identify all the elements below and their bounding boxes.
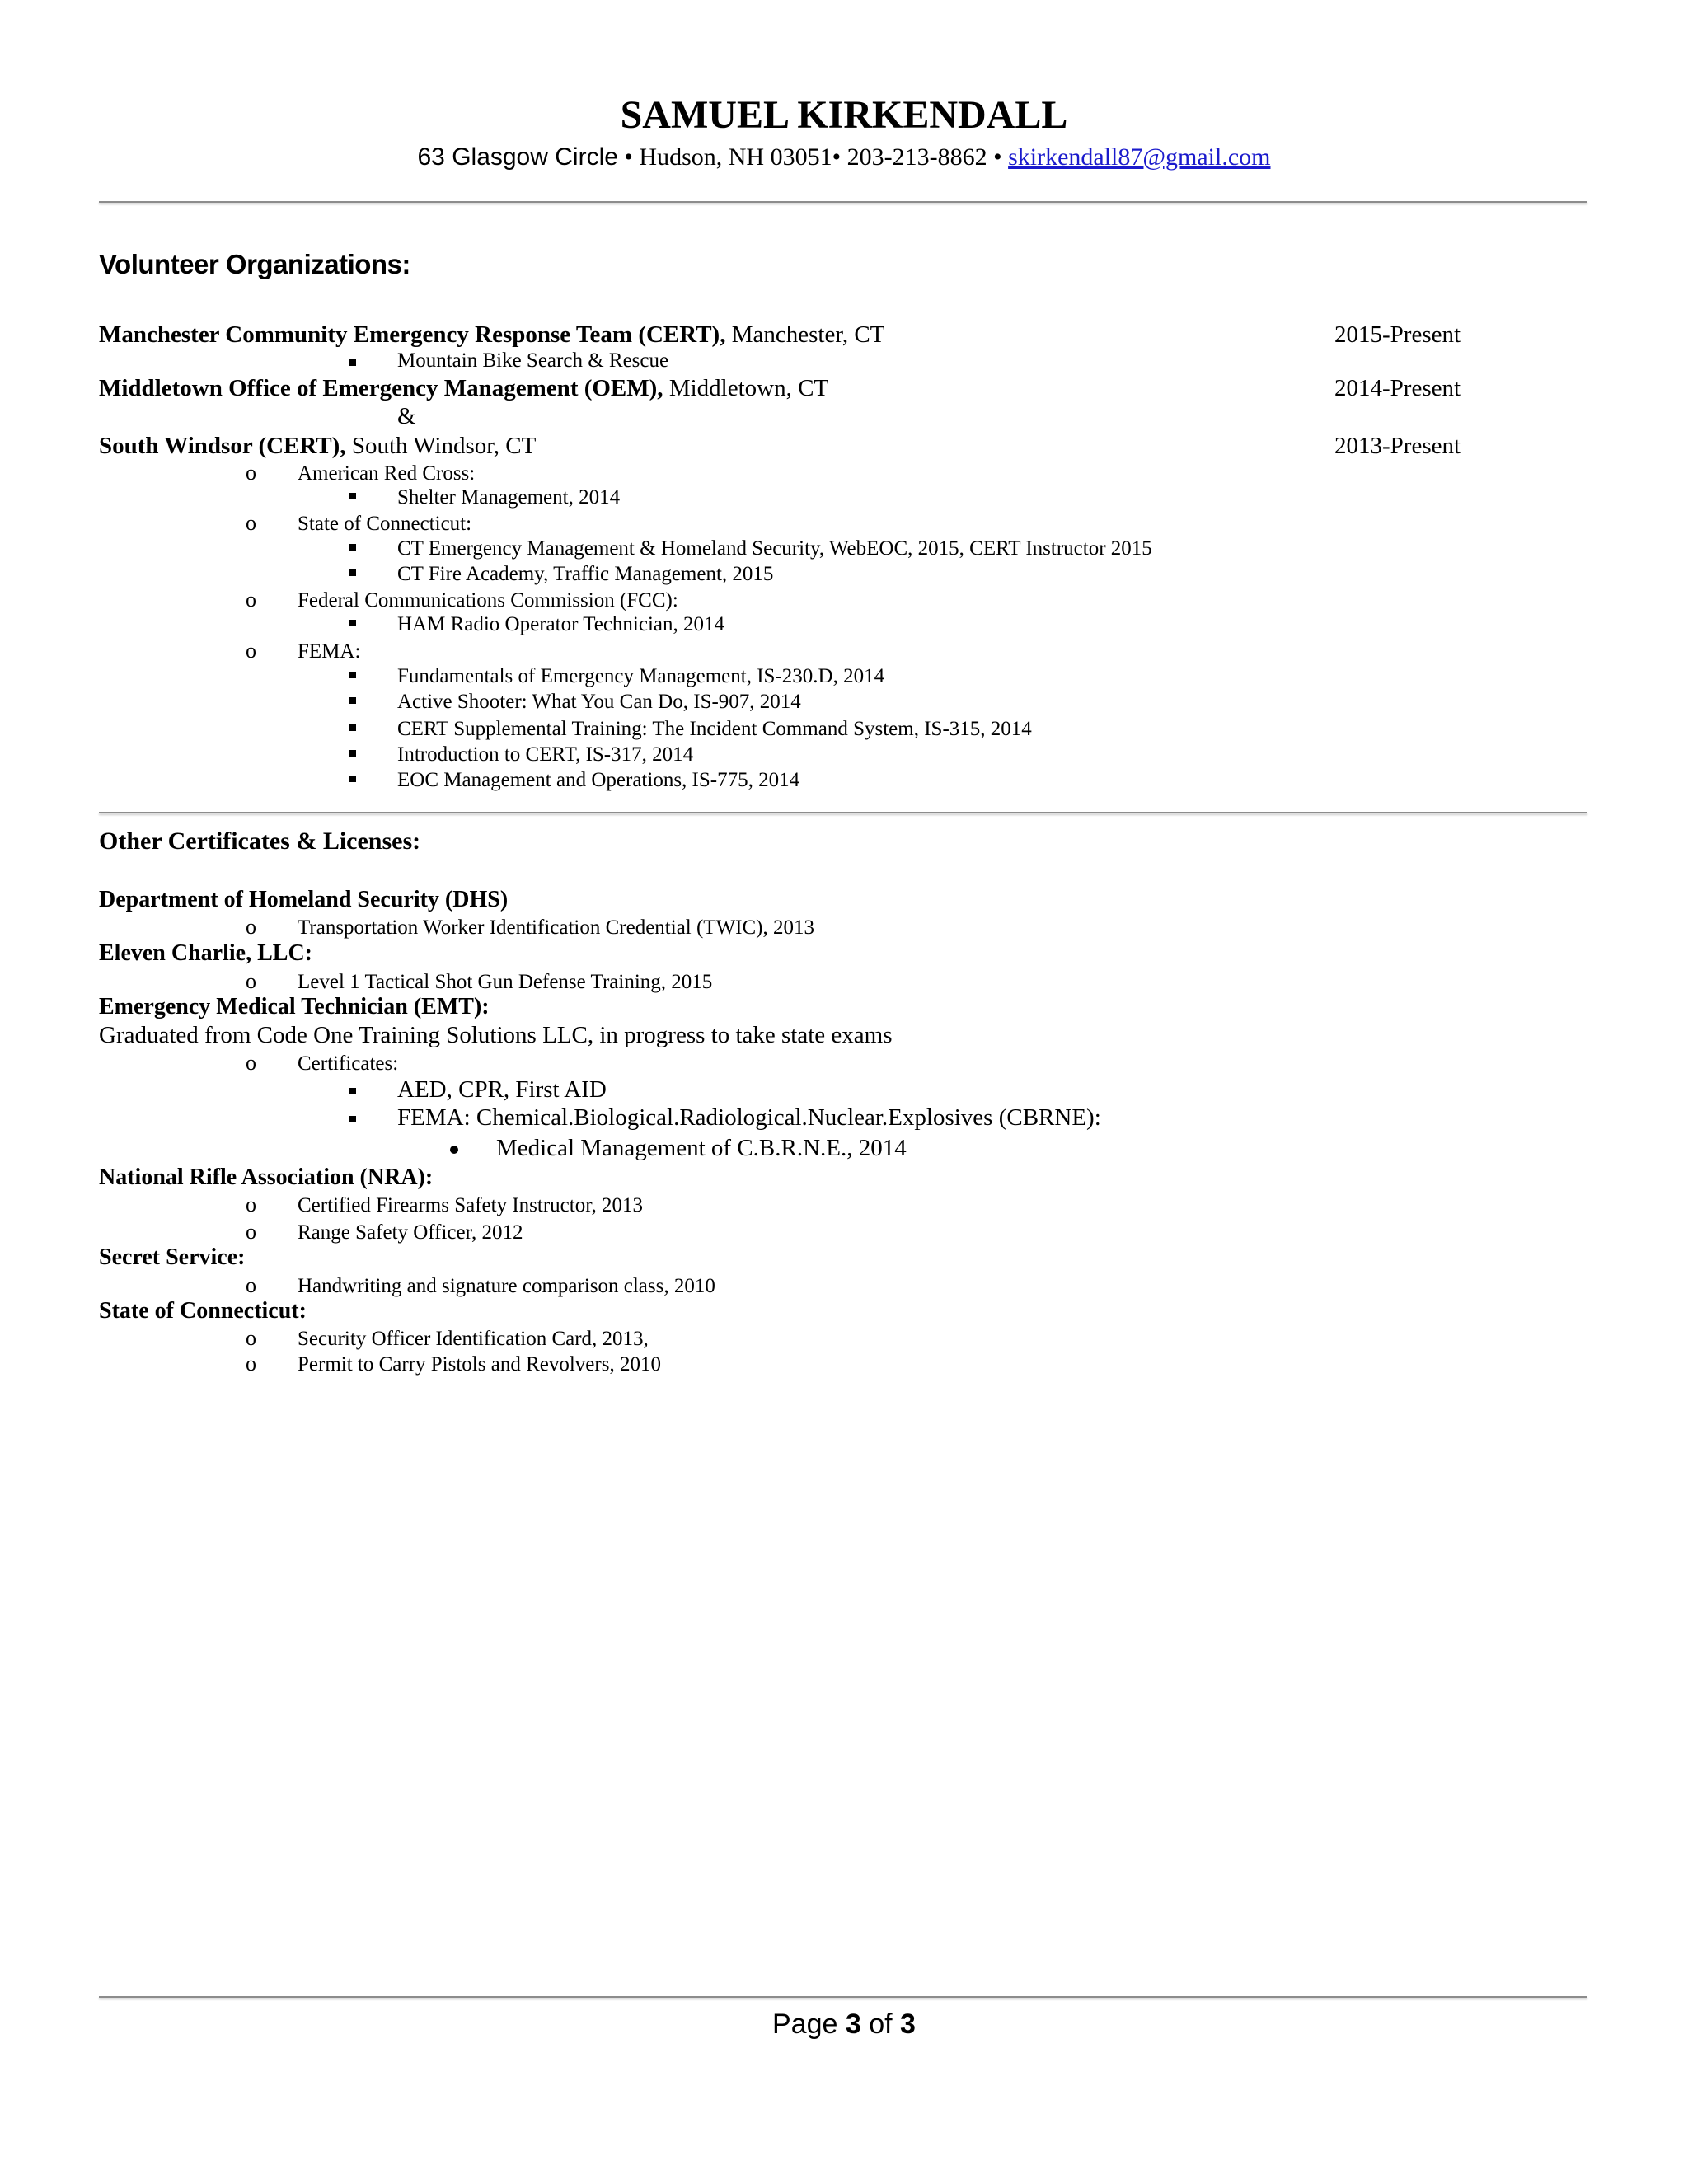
group-label: American Red Cross:	[298, 462, 476, 485]
dhs-title: Department of Homeland Security (DHS)	[99, 887, 509, 912]
list-item: CT Fire Academy, Traffic Management, 2015	[397, 563, 774, 585]
emt-text: Graduated from Code One Training Solutions LLC, in progress to take state exams	[99, 1022, 893, 1048]
square-bullet	[349, 672, 356, 678]
square-bullet	[349, 1116, 356, 1122]
square-bullet	[349, 493, 356, 499]
list-item: Mountain Bike Search & Rescue	[397, 349, 669, 372]
list-item: Level 1 Tactical Shot Gun Defense Training, 2015	[298, 971, 713, 993]
list-item: AED, CPR, First AID	[397, 1076, 607, 1103]
list-item: Transportation Worker Identification Credential (TWIC), 2013	[298, 916, 815, 939]
square-bullet	[349, 359, 356, 366]
list-item: CT Emergency Management & Homeland Security, WebEOC, 2015, CERT Instructor 2015	[397, 537, 1152, 560]
nra-title: National Rifle Association (NRA):	[99, 1165, 434, 1190]
page-number: Page 3 of 3	[772, 2008, 916, 2040]
org-manchester: Manchester Community Emergency Response Team (CERT), Manchester, CT	[99, 321, 885, 348]
square-bullet	[349, 750, 356, 757]
ampersand: &	[397, 403, 416, 429]
list-item: HAM Radio Operator Technician, 2014	[397, 613, 724, 635]
square-bullet	[349, 776, 356, 782]
circle-bullet: o	[246, 1273, 256, 1297]
circle-bullet: o	[246, 969, 256, 993]
square-bullet	[349, 569, 356, 576]
resume-name: SAMUEL KIRKENDALL	[620, 93, 1068, 137]
circle-bullet: o	[246, 1326, 256, 1350]
city-phone: • Hudson, NH 03051• 203-213-8862 •	[624, 143, 1002, 171]
circle-bullet: o	[246, 1220, 256, 1244]
circle-bullet: o	[246, 1193, 256, 1216]
list-item: Handwriting and signature comparison class, 2010	[298, 1275, 715, 1297]
list-item: EOC Management and Operations, IS-775, 2014	[397, 769, 800, 791]
volunteer-heading: Volunteer Organizations:	[99, 249, 410, 279]
footer-divider	[99, 1996, 1587, 1998]
state-ct-title: State of Connecticut:	[99, 1298, 307, 1324]
emt-title: Emergency Medical Technician (EMT):	[99, 994, 490, 1019]
certificates-heading: Other Certificates & Licenses:	[99, 827, 421, 855]
group-label: FEMA:	[298, 640, 361, 663]
circle-bullet: o	[246, 1352, 256, 1376]
list-item: Permit to Carry Pistols and Revolvers, 2010	[298, 1353, 661, 1376]
square-bullet	[349, 620, 356, 626]
contact-line	[0, 143, 1688, 171]
address: 63 Glasgow Circle	[417, 143, 618, 171]
circle-bullet: o	[246, 915, 256, 939]
list-item: FEMA: Chemical.Biological.Radiological.Nuclear.Explosives (CBRNE):	[397, 1104, 1101, 1131]
square-bullet	[349, 544, 356, 551]
circle-bullet: o	[246, 1051, 256, 1075]
org-south-windsor: South Windsor (CERT), South Windsor, CT	[99, 433, 537, 459]
header-divider	[99, 201, 1587, 203]
list-item: Introduction to CERT, IS-317, 2014	[397, 743, 694, 766]
circle-bullet: o	[246, 511, 256, 535]
list-item: Fundamentals of Emergency Management, IS-230.D, 2014	[397, 665, 885, 687]
org-middletown-date: 2014-Present	[1334, 375, 1461, 401]
org-manchester-date: 2015-Present	[1334, 321, 1461, 348]
list-item: Certified Firearms Safety Instructor, 2013	[298, 1194, 644, 1216]
org-south-windsor-date: 2013-Present	[1334, 433, 1461, 459]
group-label: State of Connecticut:	[298, 513, 472, 535]
group-label: Certificates:	[298, 1052, 399, 1075]
org-middletown: Middletown Office of Emergency Management (OEM), Middletown, CT	[99, 375, 829, 401]
circle-bullet: o	[246, 461, 256, 485]
group-label: Federal Communications Commission (FCC):	[298, 589, 678, 612]
square-bullet	[349, 1088, 356, 1094]
circle-bullet: o	[246, 588, 256, 612]
square-bullet	[349, 724, 356, 731]
list-item: Range Safety Officer, 2012	[298, 1221, 523, 1244]
list-item: Security Officer Identification Card, 2013,	[298, 1328, 649, 1350]
list-item: Medical Management of C.B.R.N.E., 2014	[496, 1135, 907, 1161]
email-link[interactable]: skirkendall87@gmail.com	[1008, 143, 1271, 171]
square-bullet	[349, 697, 356, 704]
list-item: CERT Supplemental Training: The Incident Command System, IS-315, 2014	[397, 718, 1032, 740]
list-item: Active Shooter: What You Can Do, IS-907, 2014	[397, 691, 801, 713]
circle-bullet: o	[246, 639, 256, 663]
section-divider	[99, 812, 1587, 813]
list-item: Shelter Management, 2014	[397, 486, 621, 509]
dot-bullet	[450, 1146, 458, 1154]
secret-service-title: Secret Service:	[99, 1244, 246, 1270]
eleven-charlie-title: Eleven Charlie, LLC:	[99, 940, 312, 966]
